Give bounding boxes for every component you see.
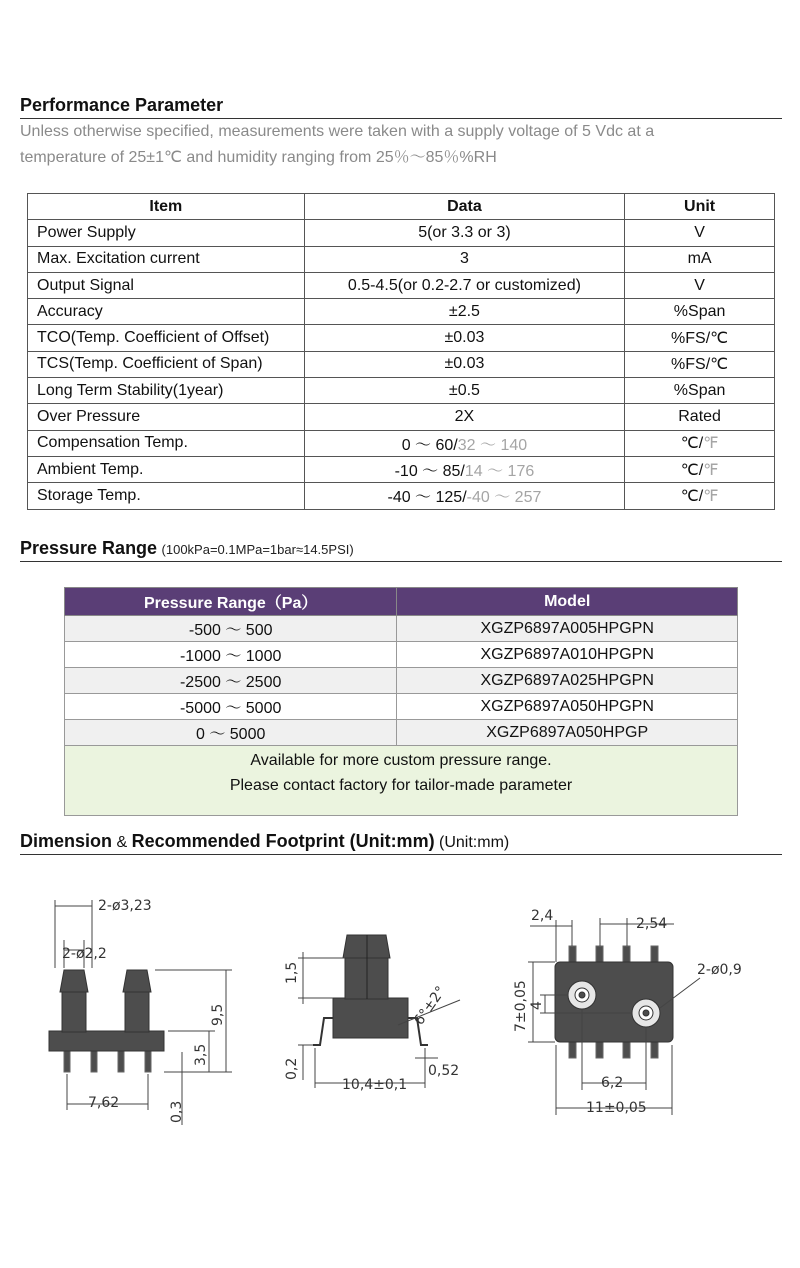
header-data: Data bbox=[304, 194, 625, 220]
side-dim-angle: 6°±2° bbox=[411, 983, 450, 1029]
front-lead bbox=[91, 1050, 97, 1072]
footprint-title: Recommended Footprint (Unit:mm) bbox=[131, 831, 435, 851]
cell-item: Max. Excitation current bbox=[28, 246, 305, 272]
celsius-unit: ℃/ bbox=[680, 435, 704, 453]
table-row bbox=[28, 299, 775, 325]
side-body bbox=[333, 998, 408, 1038]
cell-range: -1000 ～ 1000 bbox=[65, 642, 397, 668]
front-port-left bbox=[62, 992, 86, 1032]
fahrenheit-unit: ℉ bbox=[703, 487, 719, 505]
table-row bbox=[65, 694, 738, 720]
table-header-row bbox=[65, 588, 738, 616]
cell-unit bbox=[625, 483, 775, 509]
cell-data bbox=[304, 483, 625, 509]
pressure-subtitle: (100kPa=0.1MPa=1bar≈14.5PSI) bbox=[161, 542, 354, 557]
pressure-range-table bbox=[64, 587, 738, 816]
cell-unit: %FS/℃ bbox=[625, 325, 775, 351]
top-lead bbox=[651, 1040, 658, 1058]
front-view-drawing bbox=[49, 900, 232, 1125]
cell-range: -5000 ～ 5000 bbox=[65, 694, 397, 720]
top-lead bbox=[569, 946, 576, 964]
cell-range: 0 ～ 5000 bbox=[65, 720, 397, 746]
header-unit: Unit bbox=[625, 194, 775, 220]
performance-intro-line2: temperature of 25±1℃ and humidity ranging from 25％～85％%RH bbox=[20, 149, 497, 166]
cell-item: Output Signal bbox=[28, 272, 305, 298]
celsius-range: -10 ～ 85/ bbox=[394, 463, 465, 481]
cell-range: -2500 ～ 2500 bbox=[65, 668, 397, 694]
dimension-amp: & bbox=[112, 834, 132, 851]
fahrenheit-range: 14 ～ 176 bbox=[464, 463, 535, 481]
top-dim-holes: 2-ø0,9 bbox=[697, 962, 742, 978]
table-row bbox=[28, 351, 775, 377]
cell-item: TCO(Temp. Coefficient of Offset) bbox=[28, 325, 305, 351]
table-row bbox=[28, 272, 775, 298]
cell-item: Power Supply bbox=[28, 220, 305, 246]
table-row bbox=[28, 483, 775, 509]
front-body bbox=[49, 1031, 164, 1051]
table-row bbox=[28, 220, 775, 246]
front-barb-left bbox=[60, 970, 88, 992]
top-dim-port-pitch: 6,2 bbox=[601, 1075, 624, 1091]
fahrenheit-unit: ℉ bbox=[703, 435, 719, 453]
top-port-left-hole bbox=[579, 992, 585, 998]
celsius-range: 0 ～ 60/ bbox=[401, 436, 458, 454]
top-lead bbox=[596, 1040, 603, 1058]
table-header-row bbox=[28, 194, 775, 220]
front-port-right bbox=[125, 992, 149, 1032]
cell-range: -500 ～ 500 bbox=[65, 616, 397, 642]
cell-unit bbox=[625, 456, 775, 482]
top-dim-inner: 4 bbox=[529, 1001, 545, 1010]
table-row bbox=[28, 430, 775, 456]
front-dim-hole-inner: 2-ø2,2 bbox=[62, 946, 107, 962]
side-dim-width: 10,4±0,1 bbox=[342, 1077, 408, 1093]
fahrenheit-range: 32 ～ 140 bbox=[457, 436, 528, 454]
cell-unit: V bbox=[625, 272, 775, 298]
header-item: Item bbox=[28, 194, 305, 220]
cell-item: Over Pressure bbox=[28, 404, 305, 430]
cell-item: Ambient Temp. bbox=[28, 456, 305, 482]
cell-item: Accuracy bbox=[28, 299, 305, 325]
cell-unit: V bbox=[625, 220, 775, 246]
cell-data: ±0.03 bbox=[304, 351, 625, 377]
side-lead-left bbox=[313, 1018, 333, 1045]
top-lead bbox=[623, 946, 630, 964]
table-row bbox=[28, 456, 775, 482]
celsius-unit: ℃/ bbox=[680, 487, 704, 505]
cell-unit: %Span bbox=[625, 299, 775, 325]
performance-table bbox=[27, 193, 775, 510]
front-lead bbox=[118, 1050, 124, 1072]
cell-model: XGZP6897A050HPGP bbox=[397, 720, 738, 746]
front-dim-lead: 0,3 bbox=[169, 1100, 185, 1123]
cell-data bbox=[304, 456, 625, 482]
front-dim-pitch: 7,62 bbox=[88, 1095, 120, 1111]
cell-model: XGZP6897A025HPGPN bbox=[397, 668, 738, 694]
top-dim-height: 7±0,05 bbox=[513, 980, 529, 1032]
cell-data: ±2.5 bbox=[304, 299, 625, 325]
top-dim-pitch: 2,54 bbox=[636, 916, 668, 932]
table-row bbox=[65, 616, 738, 642]
top-port-right-hole bbox=[643, 1010, 649, 1016]
table-row bbox=[28, 325, 775, 351]
fahrenheit-unit: ℉ bbox=[703, 461, 719, 479]
cell-item: Storage Temp. bbox=[28, 483, 305, 509]
cell-data: ±0.03 bbox=[304, 325, 625, 351]
table-row bbox=[65, 720, 738, 746]
dimension-drawings bbox=[0, 880, 800, 1140]
cell-unit: mA bbox=[625, 246, 775, 272]
cell-model: XGZP6897A010HPGPN bbox=[397, 642, 738, 668]
unit-note: (Unit:mm) bbox=[434, 834, 510, 851]
front-lead bbox=[64, 1050, 70, 1072]
cell-data: ±0.5 bbox=[304, 378, 625, 404]
top-lead bbox=[569, 1040, 576, 1058]
dimension-title: Dimension bbox=[20, 831, 113, 851]
top-lead bbox=[651, 946, 658, 964]
celsius-range: -40 ～ 125/ bbox=[387, 489, 467, 507]
dimension-rule bbox=[20, 854, 782, 855]
performance-intro-line1: Unless otherwise specified, measurements were taken with a supply voltage of 5 Vdc at a bbox=[20, 123, 655, 140]
note-cell bbox=[65, 746, 738, 816]
header-pressure-range: Pressure Range（Pa） bbox=[65, 588, 397, 616]
cell-unit: Rated bbox=[625, 404, 775, 430]
dimension-heading bbox=[20, 831, 509, 852]
table-row bbox=[65, 668, 738, 694]
cell-data bbox=[304, 430, 625, 456]
table-row bbox=[28, 378, 775, 404]
cell-unit: %FS/℃ bbox=[625, 351, 775, 377]
front-lead bbox=[145, 1050, 151, 1072]
note-line1: Available for more custom pressure range. bbox=[250, 752, 552, 769]
top-lead bbox=[623, 1040, 630, 1058]
front-barb-right bbox=[123, 970, 151, 992]
side-dim-lead: 0,52 bbox=[428, 1063, 460, 1079]
pressure-rule bbox=[20, 561, 782, 562]
cell-data: 3 bbox=[304, 246, 625, 272]
cell-item: Long Term Stability(1year) bbox=[28, 378, 305, 404]
cell-data: 5(or 3.3 or 3) bbox=[304, 220, 625, 246]
top-lead bbox=[596, 946, 603, 964]
table-row bbox=[28, 246, 775, 272]
table-row bbox=[65, 642, 738, 668]
cell-item: TCS(Temp. Coefficient of Span) bbox=[28, 351, 305, 377]
front-dim-hole-outer: 2-ø3,23 bbox=[98, 898, 152, 914]
performance-title: Performance Parameter bbox=[20, 95, 224, 115]
top-dim-width: 11±0,05 bbox=[586, 1100, 647, 1116]
header-model: Model bbox=[397, 588, 738, 616]
pressure-title: Pressure Range bbox=[20, 538, 158, 558]
side-dim-top: 1,5 bbox=[284, 961, 300, 984]
cell-unit bbox=[625, 430, 775, 456]
pressure-heading bbox=[20, 538, 354, 559]
celsius-unit: ℃/ bbox=[680, 461, 704, 479]
side-dim-base: 0,2 bbox=[284, 1057, 300, 1080]
note-line2: Please contact factory for tailor-made parameter bbox=[229, 777, 573, 794]
cell-item: Compensation Temp. bbox=[28, 430, 305, 456]
front-dim-height: 9,5 bbox=[210, 1003, 226, 1026]
front-dim-body: 3,5 bbox=[193, 1043, 209, 1066]
table-row bbox=[28, 404, 775, 430]
top-dim-left: 2,4 bbox=[531, 908, 554, 924]
fahrenheit-range: -40 ～ 257 bbox=[466, 489, 542, 507]
cell-data: 0.5-4.5(or 0.2-2.7 or customized) bbox=[304, 272, 625, 298]
cell-unit: %Span bbox=[625, 378, 775, 404]
cell-model: XGZP6897A050HPGPN bbox=[397, 694, 738, 720]
cell-data: 2X bbox=[304, 404, 625, 430]
note-row bbox=[65, 746, 738, 816]
cell-model: XGZP6897A005HPGPN bbox=[397, 616, 738, 642]
